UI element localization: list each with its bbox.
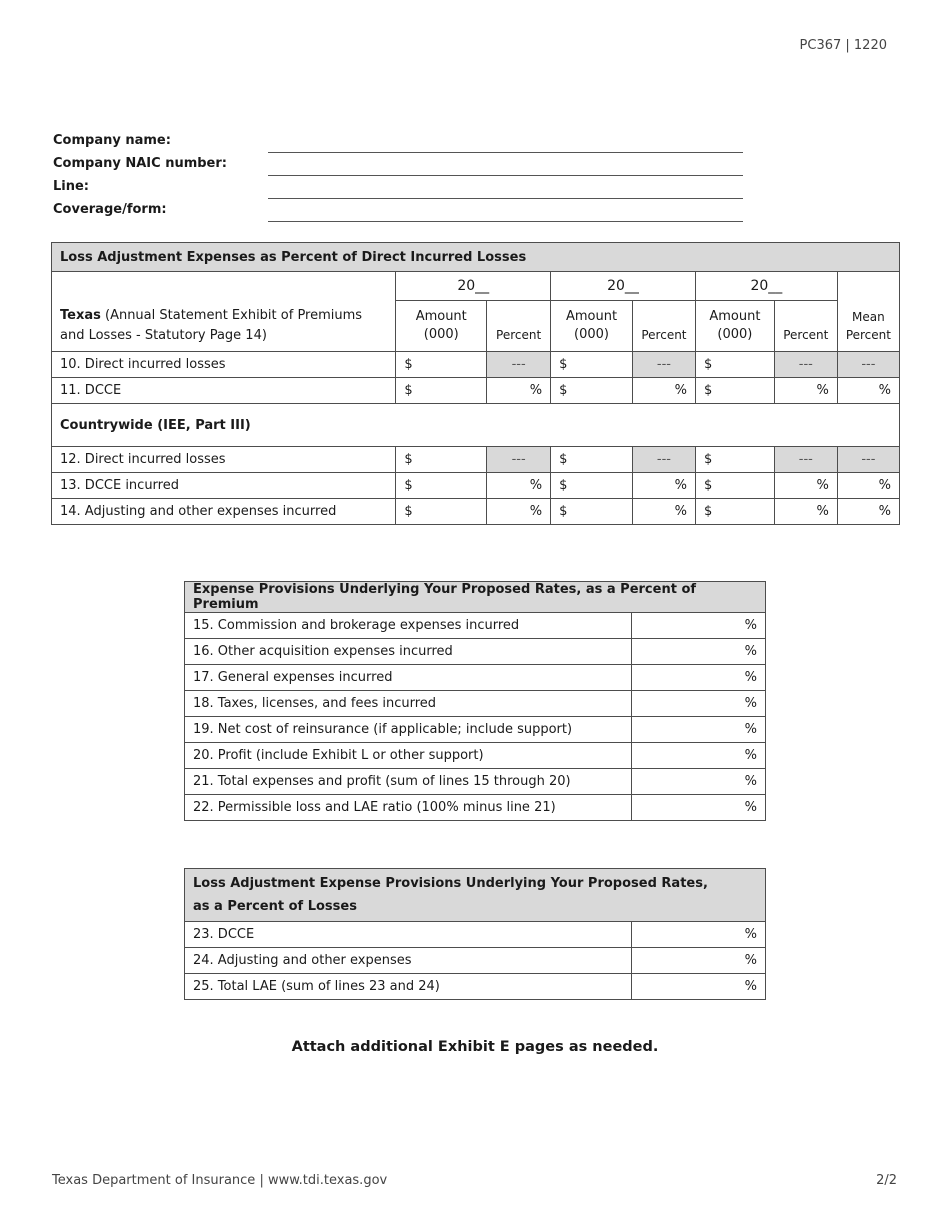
percent-cell[interactable]: % [632, 665, 766, 691]
percent-header: Percent [632, 301, 695, 352]
row-label: 17. General expenses incurred [185, 665, 632, 691]
amount-cell[interactable]: $ [396, 447, 487, 473]
texas-bold: Texas [60, 308, 101, 323]
field-label: Company name: [53, 133, 171, 148]
table-row [52, 378, 900, 404]
expense-provisions-table [184, 581, 766, 821]
na-cell: --- [487, 447, 551, 473]
company-fields [53, 131, 743, 223]
lae-provisions-table [184, 868, 766, 1000]
na-cell: --- [837, 352, 899, 378]
percent-cell[interactable]: % [487, 378, 551, 404]
amount-header: Amount (000) [695, 301, 774, 352]
mean-percent-header: Mean Percent [837, 301, 899, 352]
percent-cell[interactable]: % [632, 613, 766, 639]
table-row [185, 769, 766, 795]
row-label: 14. Adjusting and other expenses incurred [52, 499, 396, 525]
percent-header: Percent [487, 301, 551, 352]
amount-cell[interactable]: $ [551, 499, 633, 525]
table-row [185, 743, 766, 769]
percent-cell[interactable]: % [487, 499, 551, 525]
row-label: 16. Other acquisition expenses incurred [185, 639, 632, 665]
percent-cell[interactable]: % [632, 717, 766, 743]
amount-cell[interactable]: $ [695, 473, 774, 499]
percent-cell[interactable]: % [774, 499, 837, 525]
percent-cell[interactable]: % [487, 473, 551, 499]
table-title: Loss Adjustment Expense Provisions Underlying Your Proposed Rates, as a Percent of Losses [185, 869, 766, 922]
year-header-3[interactable]: 20__ [695, 272, 837, 301]
year-header-1[interactable]: 20__ [396, 272, 551, 301]
na-cell: --- [487, 352, 551, 378]
mean-header-top [837, 272, 899, 301]
amount-cell[interactable]: $ [396, 378, 487, 404]
na-cell: --- [632, 352, 695, 378]
percent-cell[interactable]: % [774, 378, 837, 404]
amount-cell[interactable]: $ [396, 499, 487, 525]
row-label: 10. Direct incurred losses [52, 352, 396, 378]
table-row [52, 499, 900, 525]
na-cell: --- [837, 447, 899, 473]
na-cell: --- [774, 352, 837, 378]
amount-header: Amount (000) [396, 301, 487, 352]
row-label: 11. DCCE [52, 378, 396, 404]
percent-cell[interactable]: % [632, 922, 766, 948]
row-label: 19. Net cost of reinsurance (if applicable; include support) [185, 717, 632, 743]
percent-cell[interactable]: % [632, 974, 766, 1000]
year-header-2[interactable]: 20__ [551, 272, 696, 301]
section-title: Countrywide (IEE, Part III) [52, 404, 900, 447]
percent-cell[interactable]: % [632, 743, 766, 769]
table-row [185, 717, 766, 743]
percent-header: Percent [774, 301, 837, 352]
row-label: 25. Total LAE (sum of lines 23 and 24) [185, 974, 632, 1000]
na-cell: --- [774, 447, 837, 473]
field-underline[interactable] [268, 198, 743, 199]
amount-cell[interactable]: $ [551, 352, 633, 378]
table-row [185, 691, 766, 717]
amount-cell[interactable]: $ [695, 447, 774, 473]
line-field[interactable] [53, 177, 743, 200]
page-number: 2/2 [876, 1173, 897, 1188]
mean-percent-cell[interactable]: % [837, 473, 899, 499]
row-label: 13. DCCE incurred [52, 473, 396, 499]
amount-cell[interactable]: $ [551, 378, 633, 404]
percent-cell[interactable]: % [632, 473, 695, 499]
amount-cell[interactable]: $ [396, 473, 487, 499]
amount-cell[interactable]: $ [695, 352, 774, 378]
percent-cell[interactable]: % [632, 378, 695, 404]
table-row [185, 922, 766, 948]
company-name-field[interactable] [53, 131, 743, 154]
table-row [185, 613, 766, 639]
table-row [185, 639, 766, 665]
row-label: 15. Commission and brokerage expenses incurred [185, 613, 632, 639]
row-label: 21. Total expenses and profit (sum of lines 15 through 20) [185, 769, 632, 795]
field-label: Company NAIC number: [53, 156, 227, 171]
texas-label [52, 272, 396, 352]
percent-cell[interactable]: % [632, 769, 766, 795]
field-underline[interactable] [268, 152, 743, 153]
texas-desc: (Annual Statement Exhibit of Premiums and Losses - Statutory Page 14) [60, 308, 363, 343]
percent-cell[interactable]: % [632, 639, 766, 665]
table-title: Loss Adjustment Expenses as Percent of Direct Incurred Losses [52, 243, 900, 272]
table-row [52, 473, 900, 499]
table-title: Expense Provisions Underlying Your Proposed Rates, as a Percent of Premium [185, 582, 766, 613]
percent-cell[interactable]: % [632, 795, 766, 821]
amount-header: Amount (000) [551, 301, 633, 352]
table-row [185, 948, 766, 974]
field-label: Coverage/form: [53, 202, 167, 217]
form-code: PC367 | 1220 [799, 38, 887, 53]
percent-cell[interactable]: % [774, 473, 837, 499]
attach-note: Attach additional Exhibit E pages as needed. [291, 1039, 659, 1055]
table-row [52, 447, 900, 473]
na-cell: --- [632, 447, 695, 473]
mean-percent-cell[interactable]: % [837, 499, 899, 525]
row-label: 12. Direct incurred losses [52, 447, 396, 473]
row-label: 20. Profit (include Exhibit L or other support) [185, 743, 632, 769]
amount-cell[interactable]: $ [695, 499, 774, 525]
coverage-form-field[interactable] [53, 200, 743, 223]
row-label: 18. Taxes, licenses, and fees incurred [185, 691, 632, 717]
percent-cell[interactable]: % [632, 691, 766, 717]
amount-cell[interactable]: $ [551, 473, 633, 499]
row-label: 22. Permissible loss and LAE ratio (100% minus line 21) [185, 795, 632, 821]
row-label: 24. Adjusting and other expenses [185, 948, 632, 974]
row-label: 23. DCCE [185, 922, 632, 948]
company-naic-field[interactable] [53, 154, 743, 177]
mean-percent-cell[interactable]: % [837, 378, 899, 404]
field-underline[interactable] [268, 175, 743, 176]
table-row [185, 795, 766, 821]
table-row [52, 352, 900, 378]
table-row [185, 665, 766, 691]
amount-cell[interactable]: $ [551, 447, 633, 473]
amount-cell[interactable]: $ [695, 378, 774, 404]
table-row [185, 974, 766, 1000]
footer-agency: Texas Department of Insurance | www.tdi.texas.gov [52, 1173, 388, 1188]
percent-cell[interactable]: % [632, 499, 695, 525]
field-underline[interactable] [268, 221, 743, 222]
amount-cell[interactable]: $ [396, 352, 487, 378]
field-label: Line: [53, 179, 90, 194]
lae-percent-losses-table [51, 242, 900, 525]
percent-cell[interactable]: % [632, 948, 766, 974]
